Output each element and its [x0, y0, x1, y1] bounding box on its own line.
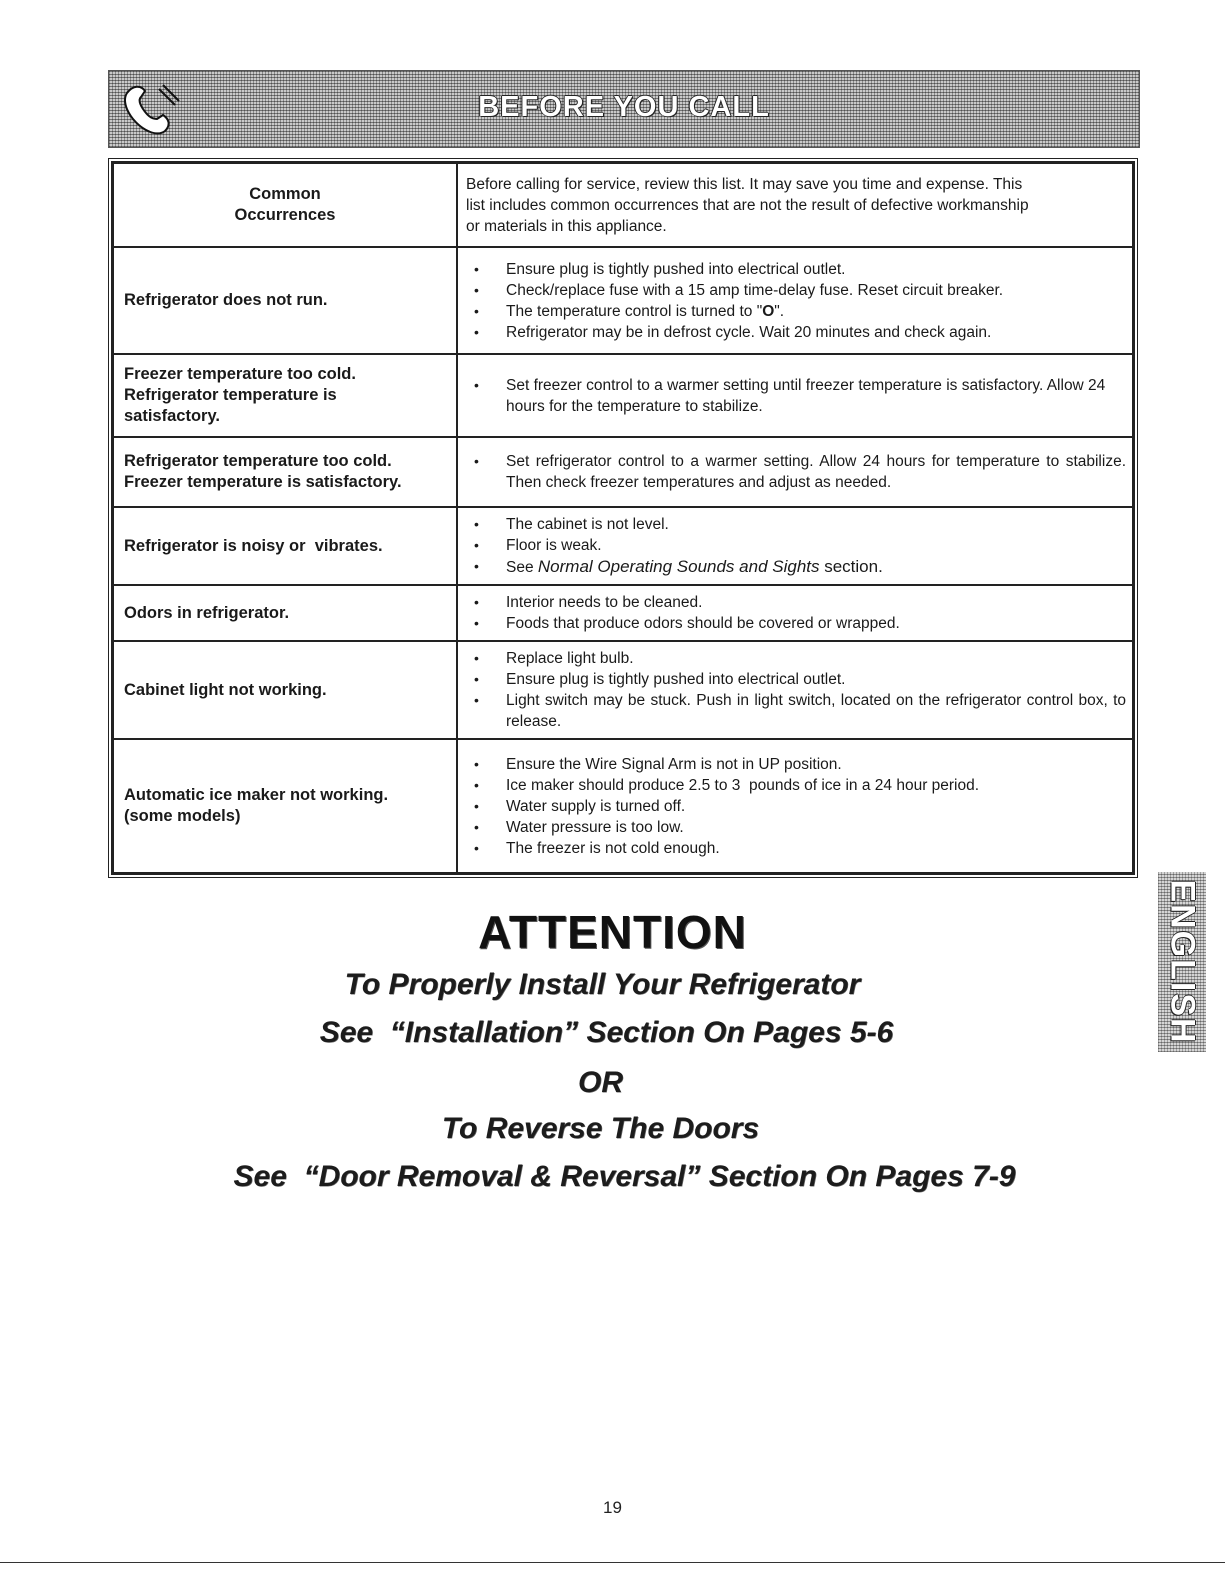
issue-text: Freezer temperature is satisfactory.: [124, 473, 402, 491]
header-issue-line: Occurrences: [234, 206, 336, 224]
solution-item: • The freezer is not cold enough.: [466, 838, 1126, 859]
issue-text: Refrigerator temperature too cold.: [124, 452, 392, 470]
issue-cell: [113, 585, 457, 641]
solution-item: • Replace light bulb.: [466, 648, 1126, 669]
issue-text: Refrigerator does not run.: [124, 291, 328, 309]
issue-text: Cabinet light not working.: [124, 680, 327, 699]
attention-line: To Properly Install Your Refrigerator: [344, 968, 861, 1001]
solution-item: • Set refrigerator control to a warmer setting. Allow 24 hours for temperature to stabilize. Then check freezer temperatures and adjust as needed.: [466, 451, 1126, 493]
solution-cell: [457, 437, 1133, 507]
issue-text: Refrigerator temperature is: [124, 386, 337, 404]
solution-item: • Interior needs to be cleaned.: [466, 592, 1126, 613]
solution-cell: [457, 507, 1133, 585]
attention-line: To Reverse The Doors: [441, 1112, 760, 1145]
solution-cell: [457, 585, 1133, 641]
attention-line: OR: [578, 1066, 623, 1099]
table-row: [113, 354, 1133, 437]
troubleshooting-table: [108, 158, 1138, 878]
issue-text: satisfactory.: [124, 407, 220, 425]
solution-cell: [457, 641, 1133, 739]
solution-item: [466, 556, 1126, 578]
see-suffix: section.: [819, 557, 883, 576]
solution-item: • Water supply is turned off.: [466, 796, 1126, 817]
issue-cell: [113, 507, 457, 585]
section-banner: [108, 70, 1140, 148]
solution-item: • Ensure the Wire Signal Arm is not in UP position.: [466, 754, 1126, 775]
solution-item: • Set freezer control to a warmer setting until freezer temperature is satisfactory. Allow 24 hours for the temperature to stabilize.: [466, 375, 1126, 417]
solution-item: • Floor is weak.: [466, 535, 1126, 556]
solution-cell: [457, 354, 1133, 437]
section-reference: Normal Operating Sounds and Sights: [537, 557, 820, 576]
issue-text: Automatic ice maker not working.: [124, 786, 389, 804]
solution-text-suffix: ".: [774, 302, 785, 320]
solution-cell: [457, 739, 1133, 873]
solution-item: • Ensure plug is tightly pushed into electrical outlet.: [466, 259, 1126, 280]
table-row: [113, 641, 1133, 739]
issue-text: (some models): [124, 807, 241, 825]
intro-text-line: list includes common occurrences that are not the result of defective workmanship: [466, 196, 1029, 214]
attention-line: See “Installation” Section On Pages 5-6: [319, 1016, 894, 1049]
solution-item: • Foods that produce odors should be covered or wrapped.: [466, 613, 1126, 634]
solution-text: The temperature control is turned to ": [506, 302, 763, 320]
see-prefix: See: [506, 559, 538, 576]
table-row: [113, 739, 1133, 873]
solution-item: • Refrigerator may be in defrost cycle. Wait 20 minutes and check again.: [466, 322, 1126, 343]
solution-item: • Check/replace fuse with a 15 amp time-delay fuse. Reset circuit breaker.: [466, 280, 1126, 301]
table-row: [113, 507, 1133, 585]
language-tab-label: ENGLISH: [1163, 879, 1202, 1045]
intro-text-line: Before calling for service, review this list. It may save you time and expense. This: [466, 175, 1023, 193]
table-header-row: [113, 163, 1133, 247]
solution-item: [466, 301, 1126, 322]
language-tab: [1158, 872, 1206, 1052]
header-intro-cell: [457, 163, 1133, 247]
page-number: 19: [603, 1498, 622, 1517]
issue-cell: [113, 354, 457, 437]
header-issue-line: Common: [249, 185, 321, 203]
solution-item: • Water pressure is too low.: [466, 817, 1126, 838]
control-setting-symbol: O: [762, 302, 775, 320]
table-row: [113, 437, 1133, 507]
solution-item: • Light switch may be stuck. Push in light switch, located on the refrigerator control box, to release.: [466, 690, 1126, 732]
solution-item: • The cabinet is not level.: [466, 514, 1126, 535]
issue-text: Freezer temperature too cold.: [124, 365, 356, 383]
intro-text-line: or materials in this appliance.: [466, 217, 667, 235]
issue-cell: [113, 739, 457, 873]
attention-heading: ATTENTION: [478, 906, 747, 958]
solution-item: • Ice maker should produce 2.5 to 3 pounds of ice in a 24 hour period.: [466, 775, 1126, 796]
issue-text: Refrigerator is noisy or vibrates.: [124, 536, 383, 555]
table-row: [113, 247, 1133, 354]
header-issue-cell: [113, 163, 457, 247]
issue-cell: [113, 247, 457, 354]
issue-text: Odors in refrigerator.: [124, 603, 290, 622]
bottom-divider: [0, 1562, 1225, 1563]
solution-item: • Ensure plug is tightly pushed into electrical outlet.: [466, 669, 1126, 690]
solution-cell: [457, 247, 1133, 354]
table-row: [113, 585, 1133, 641]
attention-line: See “Door Removal & Reversal” Section On Pages 7-9: [233, 1160, 1016, 1193]
issue-cell: [113, 437, 457, 507]
page-title: BEFORE YOU CALL: [478, 91, 770, 123]
issue-cell: [113, 641, 457, 739]
